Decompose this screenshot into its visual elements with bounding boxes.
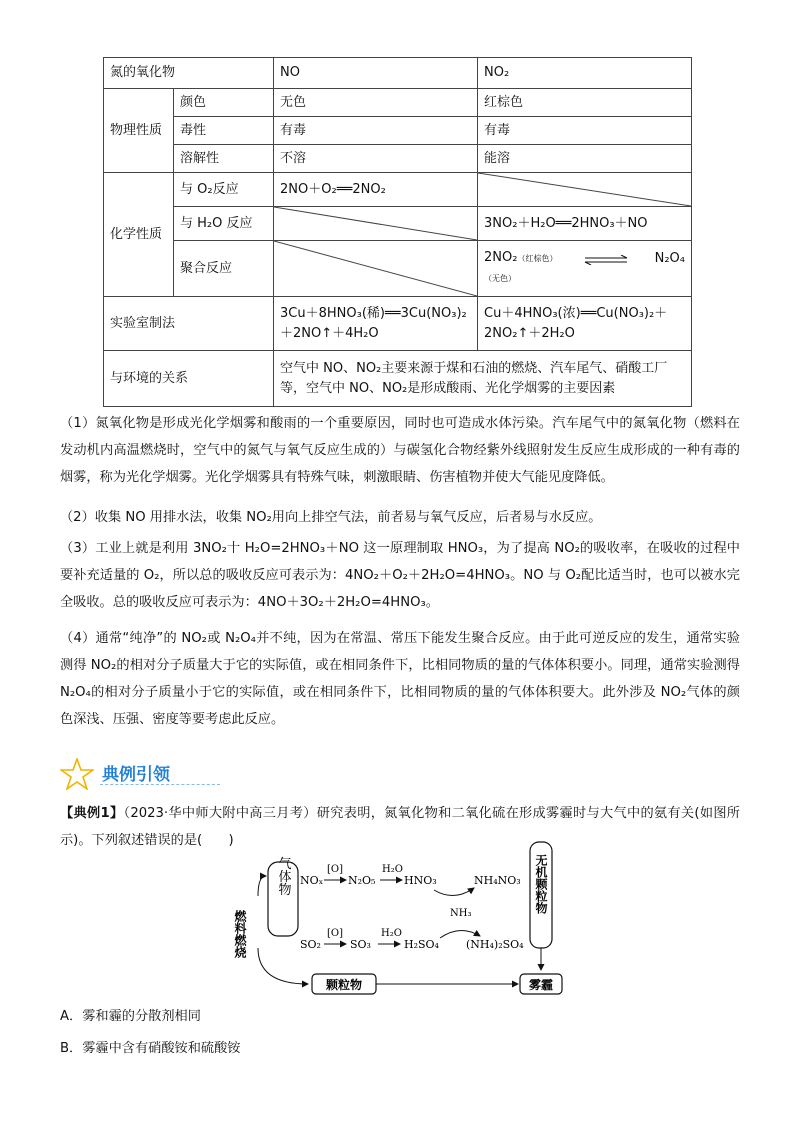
property-cell: 聚合反应 [174,241,274,297]
no-value-cell: 不溶 [274,145,478,173]
empty-diagonal-cell [274,241,478,297]
inorganic-label: 无机颗粒物 [534,854,548,914]
table-header-cell: NO₂ [478,58,692,89]
h2so4-formula: H₂SO₄ [404,938,439,951]
empty-diagonal-cell [274,207,478,241]
no2-value-cell: 红棕色 [478,89,692,117]
example-tag: 【典例1】 [60,806,124,821]
property-cell: 实验室制法 [104,297,274,351]
option-a: A．雾和霾的分散剂相同 [60,1009,201,1024]
table-header-cell: NO [274,58,478,89]
equation-line: Cu＋4HNO₃(浓)══Cu(NO₃)₂＋ [484,305,668,321]
no2-formula: 2NO₂ [484,250,518,265]
so2-formula: SO₂ [300,938,321,951]
hno3-formula: HNO₃ [404,874,437,887]
haze-label: 雾霾 [528,978,554,992]
heading-underline [100,784,220,785]
paragraph-3: （3）工业上就是利用 3NO₂十 H₂O=2HNO₃＋NO 这一原理制取 HNO₃，为了提高 NO₂的吸收率，在吸收的过程中要补充适量的 O₂，所以总的吸收反应可表示为：4NO₂＋O₂＋2H₂O=4HNO₃。NO 与 O₂配比适当时，也可以被水完全吸收。总的吸收反应可表示为：4NO＋3O₂＋2H₂O=4HNO₃。 [60,541,740,610]
h2o-label: H₂O [381,928,402,939]
property-cell: 溶解性 [174,145,274,173]
no-value-cell: 无色 [274,89,478,117]
star-icon [60,758,94,790]
group-label-chemical: 化学性质 [104,173,174,297]
property-cell: 颜色 [174,89,274,117]
o-label: [O] [327,928,344,939]
equation-line: 3Cu＋8HNO₃(稀)══3Cu(NO₃)₂ [280,305,467,321]
particles-label: 颗粒物 [325,978,363,992]
property-cell: 与环境的关系 [104,351,274,407]
color-note: （红棕色） [517,254,558,263]
property-cell: 毒性 [174,117,274,145]
no2-value-cell: 能溶 [478,145,692,173]
equation-line: 2NO₂↑＋2H₂O [484,325,575,341]
nh4no3-formula: NH₄NO₃ [474,874,521,887]
polymerization-cell [478,241,692,297]
paragraph-2: （2）收集 NO 用排水法，收集 NO₂用向上排空气法，前者易与氧气反应，后者易与水反应。 [60,510,602,525]
h2o-label: H₂O [382,864,403,875]
nox-formula: NOₓ [300,874,324,887]
paragraph-1: （1）氮氧化物是形成光化学烟雾和酸雨的一个重要原因，同时也可造成水体污染。汽车尾气中的氮氧化物（燃料在发动机内高温燃烧时，空气中的氮气与氧气反应生成的）与碳氢化合物经紫外线照射发生反应生成形成的一种有毒的烟雾，称为光化学烟雾。光化学烟雾具有特殊气味，刺激眼睛、伤害植物并使大气能见度降低。 [60,416,740,485]
equilibrium-arrow-icon [583,254,629,264]
equation-line: ＋2NO↑＋4H₂O [280,325,379,341]
so3-formula: SO₃ [350,938,371,951]
property-cell: 与 H₂O 反应 [174,207,274,241]
property-cell: 与 O₂反应 [174,173,274,207]
no-value-cell: 有毒 [274,117,478,145]
o-label: [O] [327,864,344,875]
paragraph-4: （4）通常“纯净”的 NO₂或 N₂O₄并不纯，因为在常温、常压下能发生聚合反应。由于此可逆反应的发生，通常实验测得 NO₂的相对分子质量大于它的实际值，或在相同条件下，比相同物质的量的气体体积要小。同理，通常实验测得 N₂O₄的相对分子质量小于它的实际值，或在相同条件下，比相同物质的量的气体体积要大。此外涉及 NO₂气体的颜色深浅、压强、密度等要考虑此反应。 [60,631,740,727]
example-text: （2023·华中师大附中高三月考）研究表明，氮氧化物和二氧化硫在形成雾霾时与大气中的氨有关(如图所示)。下列叙述错误的是( ) [60,806,740,848]
haze-formation-diagram [228,836,568,998]
n2o4-formula: N₂O₄ [654,250,686,266]
fuel-label: 燃料燃烧 [233,910,247,958]
nh42so4-formula: (NH₄)₂SO₄ [466,938,524,951]
section-heading-text: 典例引领 [102,765,170,785]
no-value-cell: 2NO＋O₂══2NO₂ [274,173,478,207]
gas-label: 气体物 [275,856,291,896]
environment-text-cell: 空气中 NO、NO₂主要来源于煤和石油的燃烧、汽车尾气、硝酸工厂等，空气中 NO、NO₂是形成酸雨、光化学烟雾的主要因素 [274,351,692,407]
color-note: （无色） [484,274,517,283]
nitrogen-oxides-table [103,57,692,407]
no2-value-cell: 3NO₂＋H₂O══2HNO₃＋NO [478,207,692,241]
group-label-physical: 物理性质 [104,89,174,173]
table-header-cell: 氮的氧化物 [104,58,274,89]
option-b: B．雾霾中含有硝酸铵和硫酸铵 [60,1041,241,1056]
n2o5-formula: N₂O₅ [348,874,376,887]
no2-value-cell: 有毒 [478,117,692,145]
section-heading [60,758,740,788]
no2-value-cell [478,297,692,351]
empty-diagonal-cell [478,173,692,207]
nh3-label: NH₃ [450,908,472,919]
no-value-cell [274,297,478,351]
